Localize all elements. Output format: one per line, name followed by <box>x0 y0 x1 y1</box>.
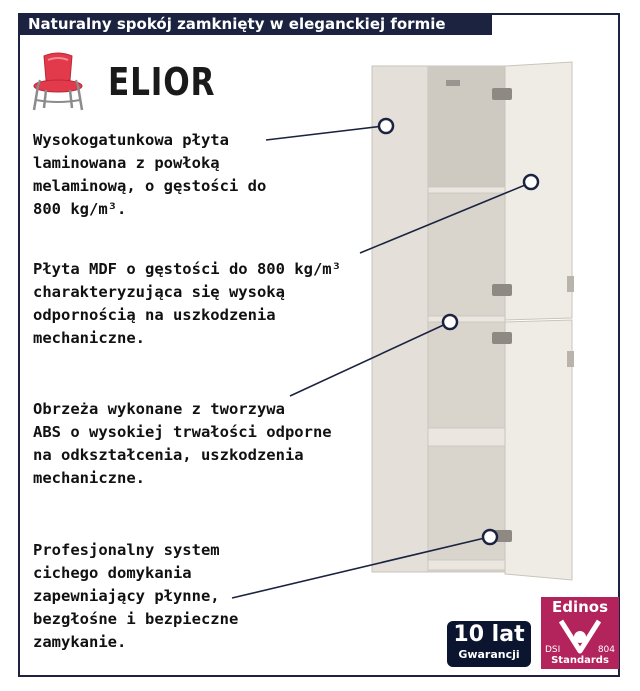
edinos-badge <box>541 597 619 669</box>
feature-laminate: Wysokogatunkowa płyta laminowana z powłoką melaminową, o gęstości do 800 kg/m³. <box>33 131 267 218</box>
feature-soft-close: Profesjonalny system cichego domykania zapewniający płynne, bezgłośne i bezpieczne zamykanie. <box>33 541 239 651</box>
edinos-dsi: DSI <box>545 645 561 655</box>
callout-marker-1 <box>379 119 393 133</box>
page-title: Naturalny spokój zamknięty w eleganckiej formie <box>18 13 492 35</box>
callout-marker-3 <box>443 315 457 329</box>
edinos-standards: Standards <box>551 655 609 666</box>
callout-marker-2 <box>524 175 538 189</box>
callout-line-1 <box>266 126 384 140</box>
feature-abs-edges: Obrzeża wykonane z tworzywa ABS o wysokiej trwałości odporne na odkształcenia, uszkodzenia mechaniczne. <box>33 400 332 487</box>
feature-mdf: Płyta MDF o gęstości do 800 kg/m³ charakteryzująca się wysoką odpornością na uszkodzenia mechaniczne. <box>33 260 341 347</box>
warranty-label: Gwarancji <box>458 648 520 661</box>
edinos-name: Edinos <box>551 598 609 616</box>
cabinet <box>372 62 574 580</box>
edinos-number: 804 <box>597 645 615 655</box>
brand-name: ELIOR <box>108 60 216 104</box>
callout-marker-4 <box>483 530 497 544</box>
warranty-years: 10 lat <box>453 622 525 647</box>
warranty-badge <box>447 621 531 667</box>
